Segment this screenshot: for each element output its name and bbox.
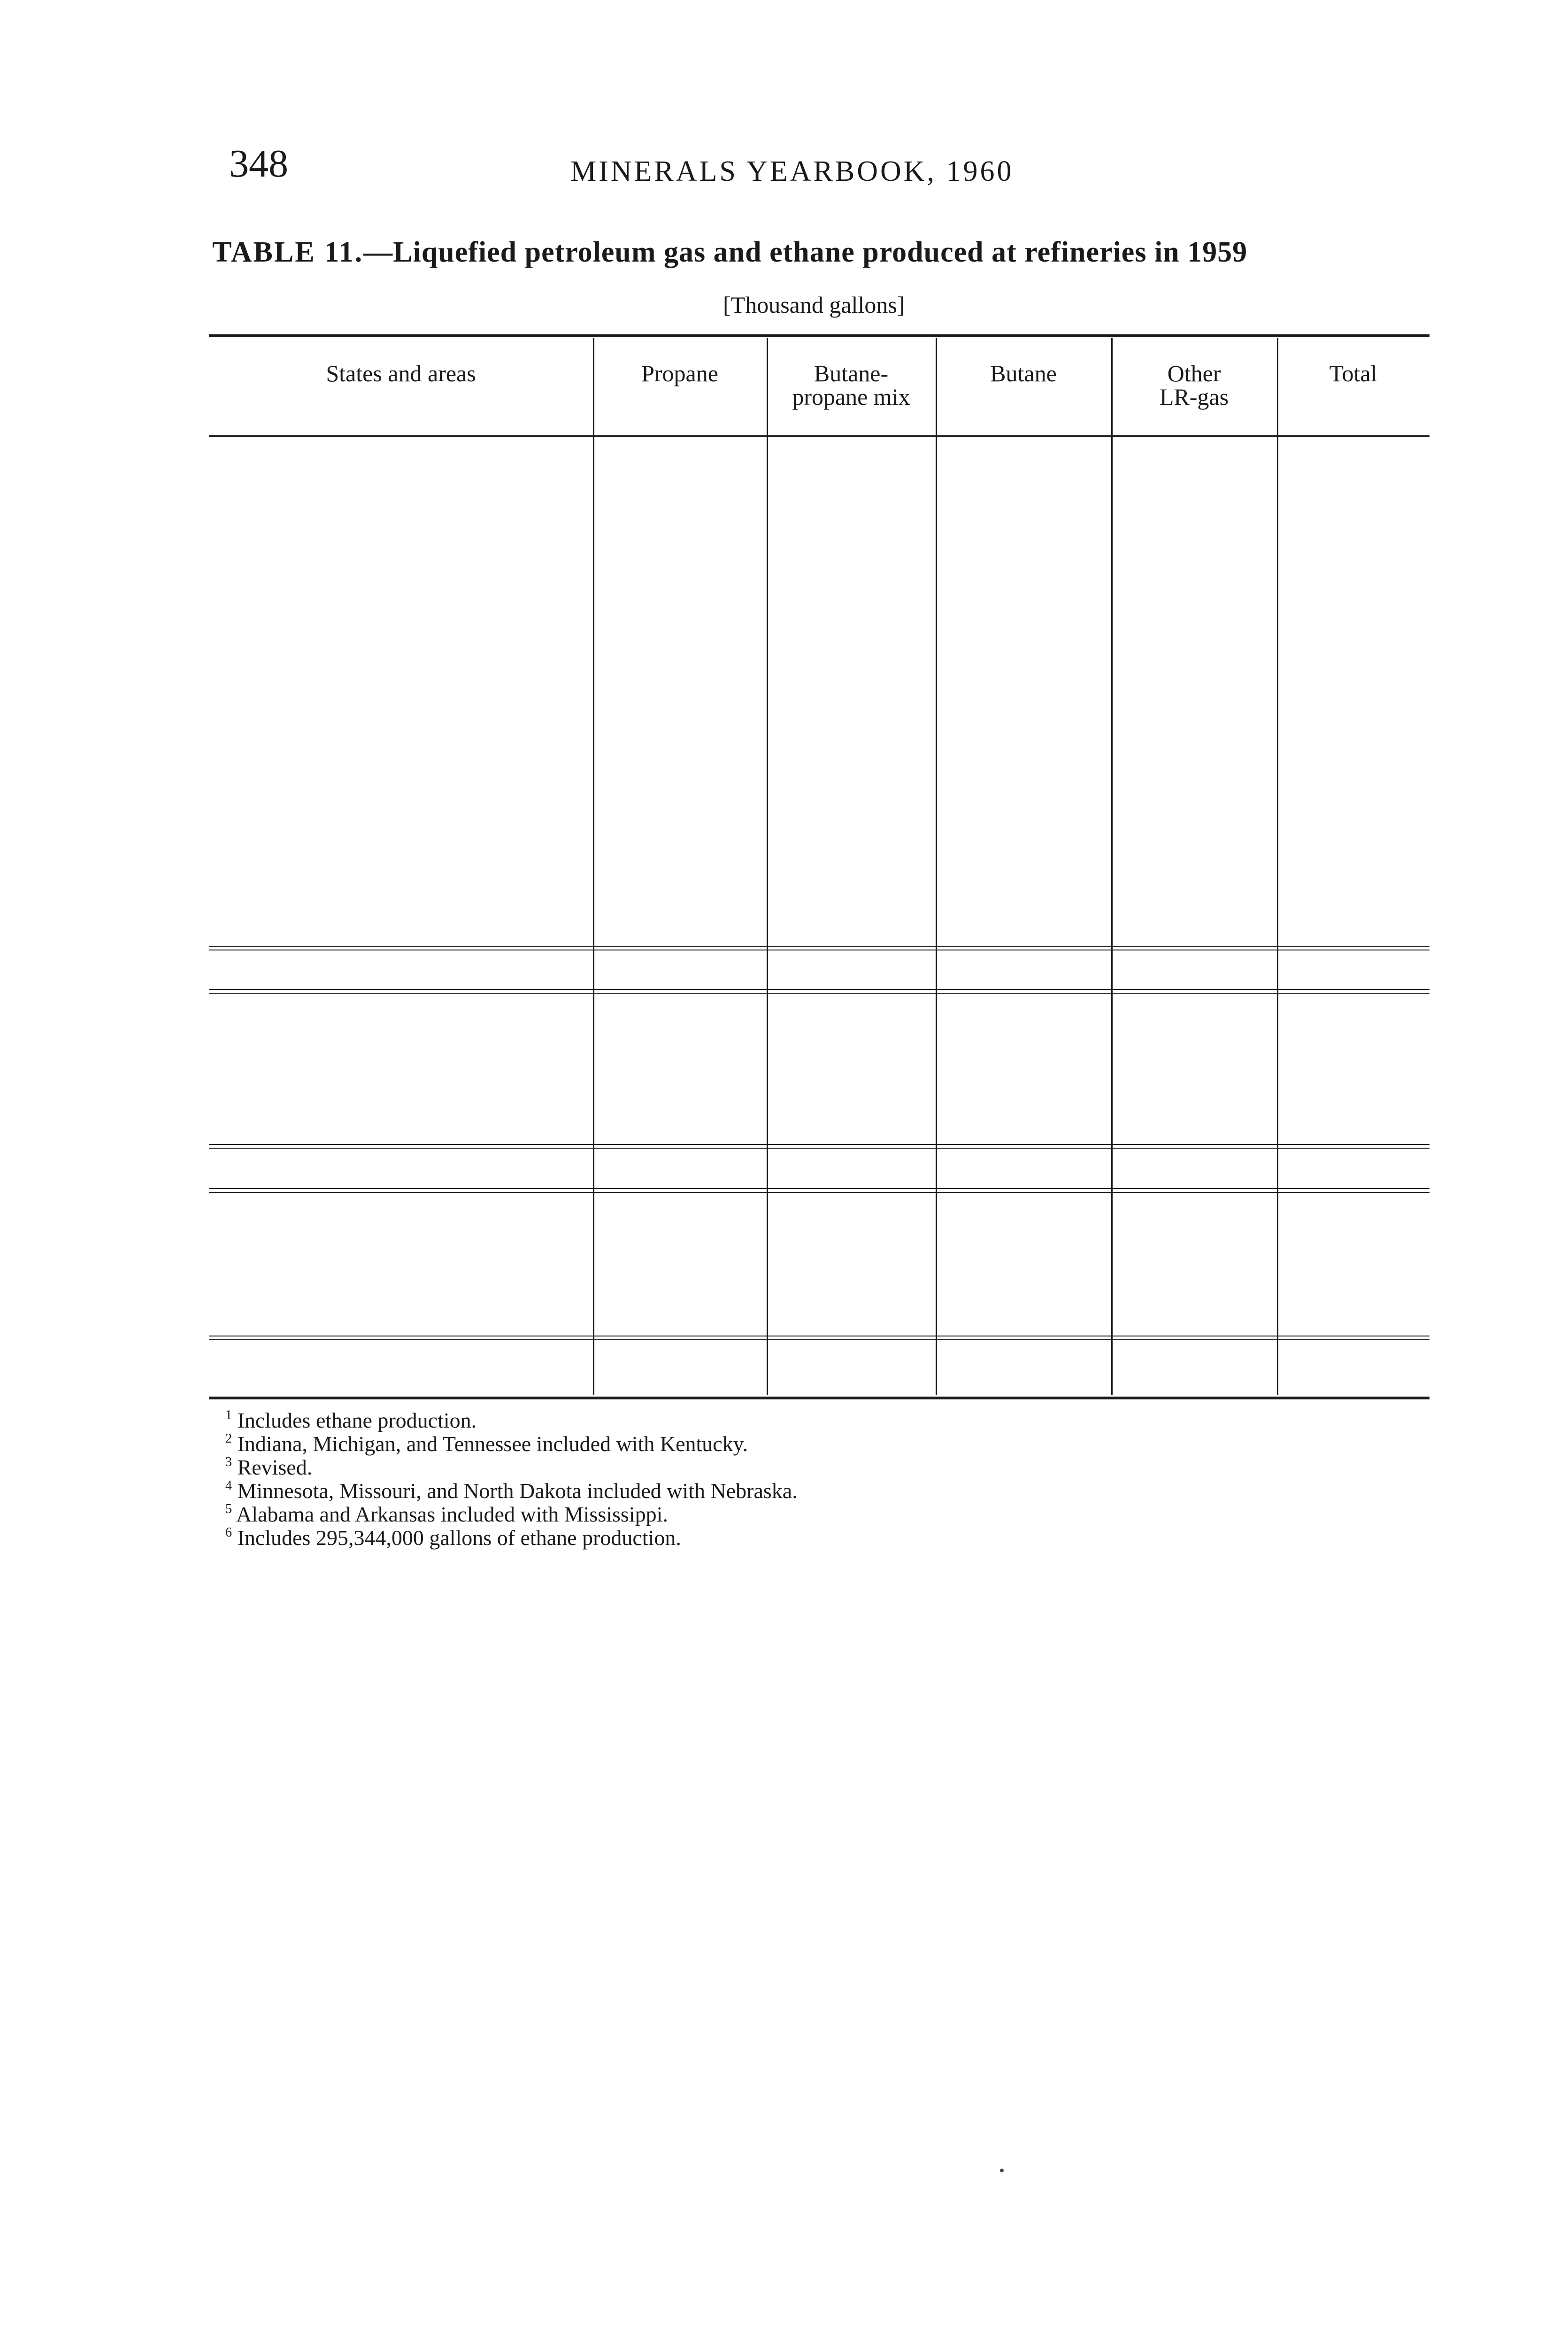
header-total: Total xyxy=(1329,360,1377,386)
header-butane-propane-line2: propane mix xyxy=(792,384,910,410)
table-bottom-rule xyxy=(209,1397,1430,1399)
footnote-mark: 5 xyxy=(225,1502,232,1516)
header-other-line1: Other xyxy=(1167,360,1221,386)
column-rule xyxy=(1277,338,1278,1395)
rule xyxy=(209,993,1430,994)
footnote-5 xyxy=(225,1503,798,1526)
stray-mark xyxy=(1000,2169,1004,2172)
footnote-4 xyxy=(225,1479,798,1503)
footnote-mark: 6 xyxy=(225,1525,232,1540)
rule xyxy=(209,946,1430,947)
running-head: MINERALS YEARBOOK, 1960 xyxy=(570,155,1014,187)
table-label: TABLE 11. xyxy=(212,236,364,268)
data-table xyxy=(209,334,1430,1410)
footnote-text: Minnesota, Missouri, and North Dakota included with Nebraska. xyxy=(237,1479,798,1503)
footnote-text: Indiana, Michigan, and Tennessee included with Kentucky. xyxy=(237,1432,748,1456)
footnote-text: Includes ethane production. xyxy=(237,1408,477,1432)
table-title xyxy=(212,236,1247,269)
footnote-mark: 4 xyxy=(225,1478,232,1493)
rule xyxy=(209,1339,1430,1340)
footnote-text: Revised. xyxy=(237,1455,313,1479)
footnote-3 xyxy=(225,1456,798,1479)
column-rule xyxy=(936,338,937,1395)
header-butane-propane-line1: Butane- xyxy=(814,360,889,386)
footnote-1 xyxy=(225,1409,798,1432)
table-top-rule xyxy=(209,334,1430,337)
column-rule xyxy=(1111,338,1113,1395)
column-rule xyxy=(593,338,594,1395)
column-rule xyxy=(767,338,768,1395)
header-butane: Butane xyxy=(990,360,1057,386)
footnote-mark: 3 xyxy=(225,1455,232,1469)
footnote-text: Includes 295,344,000 gallons of ethane production. xyxy=(237,1526,681,1550)
rule xyxy=(209,1192,1430,1193)
header-states: States and areas xyxy=(326,360,476,386)
footnote-6 xyxy=(225,1526,798,1550)
rule xyxy=(209,1148,1430,1149)
units-note: [Thousand gallons] xyxy=(723,292,905,318)
header-propane: Propane xyxy=(641,360,718,386)
header-butane-propane xyxy=(767,362,936,409)
table-title-text: —Liquefied petroleum gas and ethane produced at refineries in 1959 xyxy=(363,236,1248,268)
header-other-line2: LR-gas xyxy=(1159,384,1229,410)
footnote-text: Alabama and Arkansas included with Mississippi. xyxy=(236,1502,668,1526)
page-number: 348 xyxy=(229,142,288,185)
rule xyxy=(209,1188,1430,1189)
rule xyxy=(209,989,1430,990)
header-bottom-rule xyxy=(209,435,1430,437)
footnote-mark: 1 xyxy=(225,1408,232,1422)
footnotes xyxy=(225,1409,798,1550)
header-other xyxy=(1111,362,1277,409)
footnote-2 xyxy=(225,1432,798,1456)
footnote-mark: 2 xyxy=(225,1431,232,1446)
rule xyxy=(209,1144,1430,1145)
